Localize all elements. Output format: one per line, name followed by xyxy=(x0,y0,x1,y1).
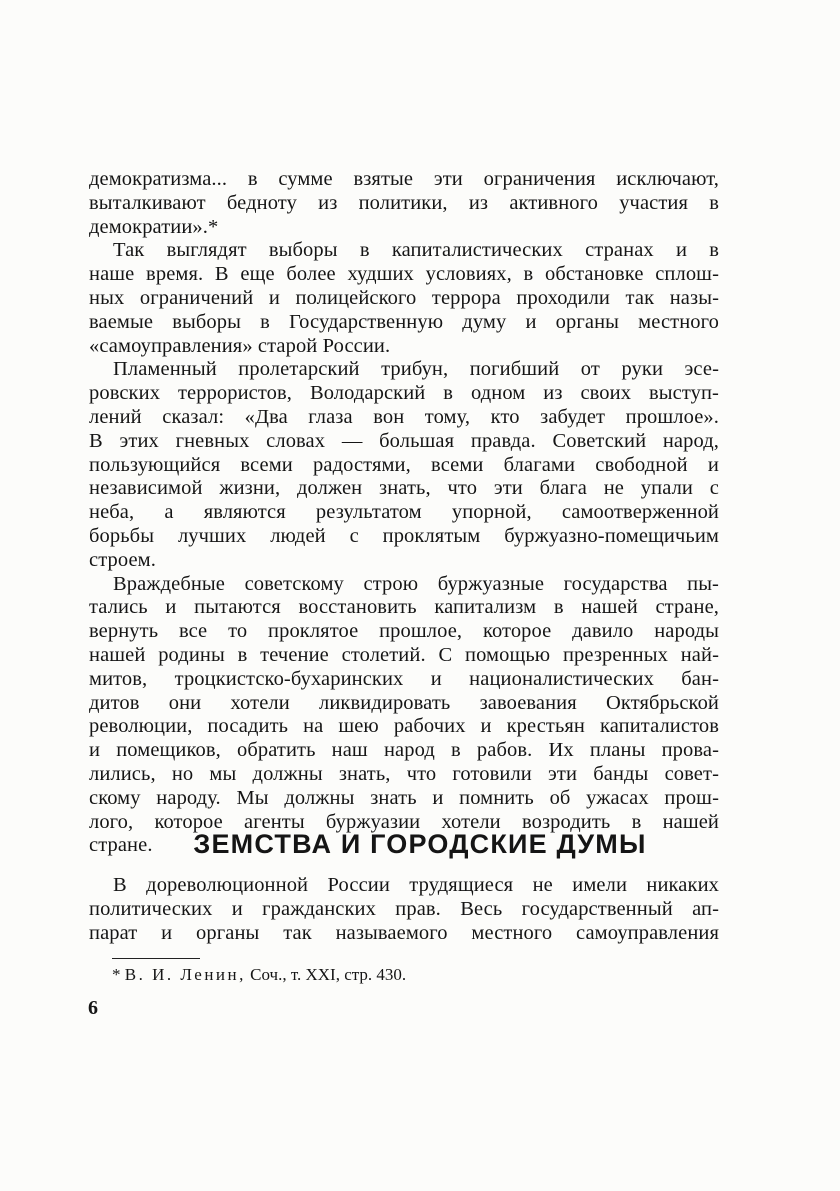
section-heading: ЗЕМСТВА И ГОРОДСКИЕ ДУМЫ xyxy=(193,829,647,859)
text-line: вернуть все то проклятое прошлое, которое давило народы xyxy=(89,620,719,643)
footnote-source: Соч., т. XXI, стр. 430. xyxy=(250,965,407,984)
text-line: В дореволюционной России трудящиеся не имели никаких xyxy=(113,874,719,896)
text-line: демократии».* xyxy=(89,215,219,238)
text-line: нашей родины в течение столетий. С помощью презренных най- xyxy=(89,643,719,666)
text-line: Пламенный пролетарский трибун, погибший от руки эсе- xyxy=(113,358,719,381)
text-line: дитов они хотели ликвидировать завоевания Октябрьской xyxy=(89,691,719,714)
text-line: тались и пытаются восстановить капитализм в нашей стране, xyxy=(89,596,719,619)
footnote xyxy=(112,964,406,986)
body-text-top xyxy=(89,168,719,858)
text-line: ваемые выборы в Государственную думу и органы местного xyxy=(89,310,719,333)
text-line: пользующийся всеми радостями, всеми благами свободной и xyxy=(89,453,719,476)
text-line: независимой жизни, должен знать, что эти блага не упали с xyxy=(89,477,719,500)
paragraph xyxy=(89,168,719,239)
text-line: скому народу. Мы должны знать и помнить об ужасах прош- xyxy=(89,786,719,809)
text-line: неба, а являются результатом упорной, самоотверженной xyxy=(89,501,719,524)
text-line: Враждебные советскому строю буржуазные государства пы- xyxy=(113,572,719,595)
text-line: наше время. В еще более худших условиях, в обстановке сплош- xyxy=(89,263,719,286)
text-line: политических и гражданских прав. Весь государственный ап- xyxy=(89,897,719,920)
text-line: В этих гневных словах — большая правда. Советский народ, xyxy=(89,429,719,452)
text-line: выталкивают бедноту из политики, из активного участия в xyxy=(89,191,719,214)
text-line: Так выглядят выборы в капиталистических странах и в xyxy=(113,239,719,262)
paragraph xyxy=(89,573,719,859)
paragraph xyxy=(89,239,719,358)
body-text-bottom xyxy=(89,874,719,945)
text-line: борьбы лучших людей с проклятым буржуазно-помещичьим xyxy=(89,524,719,547)
footnote-divider xyxy=(112,958,200,959)
text-line: революции, посадить на шею рабочих и крестьян капиталистов xyxy=(89,715,719,738)
paragraph xyxy=(89,874,719,945)
text-line: лились, но мы должны знать, что готовили эти банды совет- xyxy=(89,762,719,785)
text-line: стране. xyxy=(89,834,153,857)
text-line: ных ограничений и полицейского террора проходили так назы- xyxy=(89,286,719,309)
text-line: строем. xyxy=(89,548,156,571)
paragraph xyxy=(89,358,719,572)
text-line: лений сказал: «Два глаза вон тому, кто забудет прошлое». xyxy=(89,405,719,428)
footnote-author: В. И. Ленин, xyxy=(124,965,246,984)
text-line: демократизма... в сумме взятые эти ограничения исключают, xyxy=(89,168,719,190)
text-line: парат и органы так называемого местного самоуправления xyxy=(89,921,719,944)
text-line: ровских террористов, Володарский в одном из своих выступ- xyxy=(89,382,719,405)
text-line: и помещиков, обратить наш народ в рабов. Их планы прова- xyxy=(89,739,719,762)
page-number: 6 xyxy=(88,997,98,1019)
text-line: лого, которое агенты буржуазии хотели возродить в нашей xyxy=(89,810,719,833)
footnote-marker: * xyxy=(112,965,121,984)
text-line: митов, троцкистско-бухаринских и националистических бан- xyxy=(89,667,719,690)
text-line: «самоуправления» старой России. xyxy=(89,334,391,357)
